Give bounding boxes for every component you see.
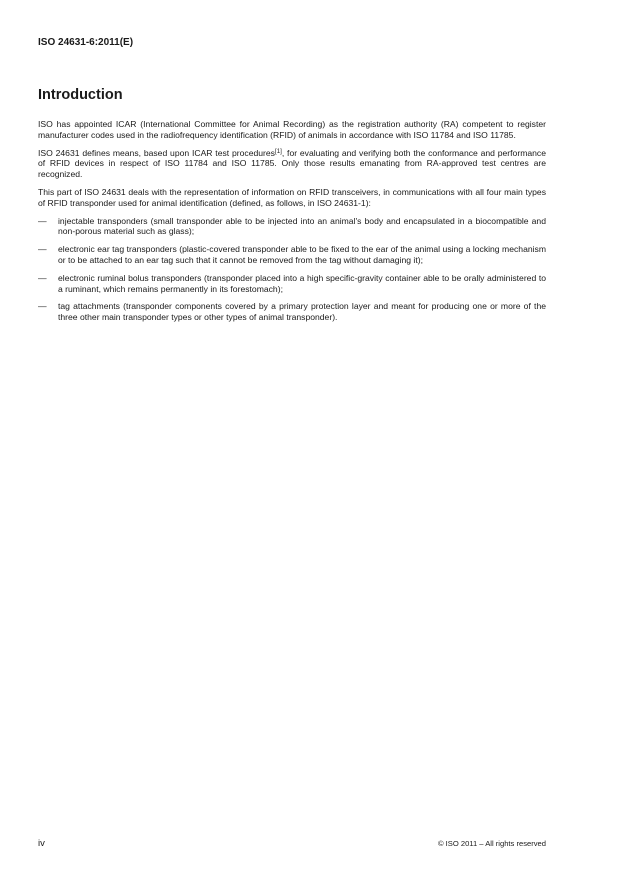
list-item — [38, 273, 546, 295]
paragraph-text: , for evaluating and verifying both the conformance and performance of RFID devices in respect of ISO 11784 and ISO 11785. Only those results emanating from RA-approved test centres are recognized. — [38, 147, 546, 180]
document-identifier: ISO 24631-6:2011(E) — [38, 37, 134, 48]
section-title: Introduction — [38, 87, 123, 103]
transponder-type-list — [38, 216, 546, 323]
list-dash: — — [38, 215, 47, 226]
paragraph-scope: This part of ISO 24631 deals with the representation of information on RFID transceivers, in communications with all four main types of RFID transponder used for animal identification (defined, as follows, in ISO 24631-1): — [38, 186, 546, 208]
copyright-notice: © ISO 2011 – All rights reserved — [437, 839, 546, 848]
list-item — [38, 301, 546, 323]
paragraph-test-procedures — [38, 148, 546, 180]
list-dash: — — [38, 272, 47, 283]
list-item-text: electronic ruminal bolus transponders (transponder placed into a high specific-gravity container able to be orally administered to a ruminant, which remains permanently in its forestomach); — [58, 272, 546, 294]
list-dash: — — [38, 301, 47, 312]
list-item — [38, 244, 546, 266]
paragraph-text: ISO 24631 defines means, based upon ICAR test procedures — [38, 147, 275, 158]
paragraph-registration-authority: ISO has appointed ICAR (International Committee for Animal Recording) as the registration authority (RA) competent to register manufacturer codes used in the radiofrequency identification (RFID) of animals in accordance with ISO 11784 and ISO 11785. — [38, 119, 546, 140]
list-item-text: injectable transponders (small transponder able to be injected into an animal's body and encapsulated in a biocompatible and non-porous material such as glass); — [58, 215, 546, 237]
reference-superscript: [1] — [274, 147, 282, 155]
list-item — [38, 216, 546, 238]
section-body — [38, 119, 546, 330]
list-dash: — — [38, 244, 47, 255]
page-number: iv — [38, 838, 45, 849]
list-item-text: tag attachments (transponder components covered by a primary protection layer and meant for producing one or more of the three other main transponder types or other types of animal transponder). — [58, 301, 546, 323]
list-item-text: electronic ear tag transponders (plastic-covered transponder able to be fixed to the ear of the animal using a locking mechanism or to be attached to an ear tag such that it cannot be removed from the tag without damaging it); — [58, 244, 546, 265]
